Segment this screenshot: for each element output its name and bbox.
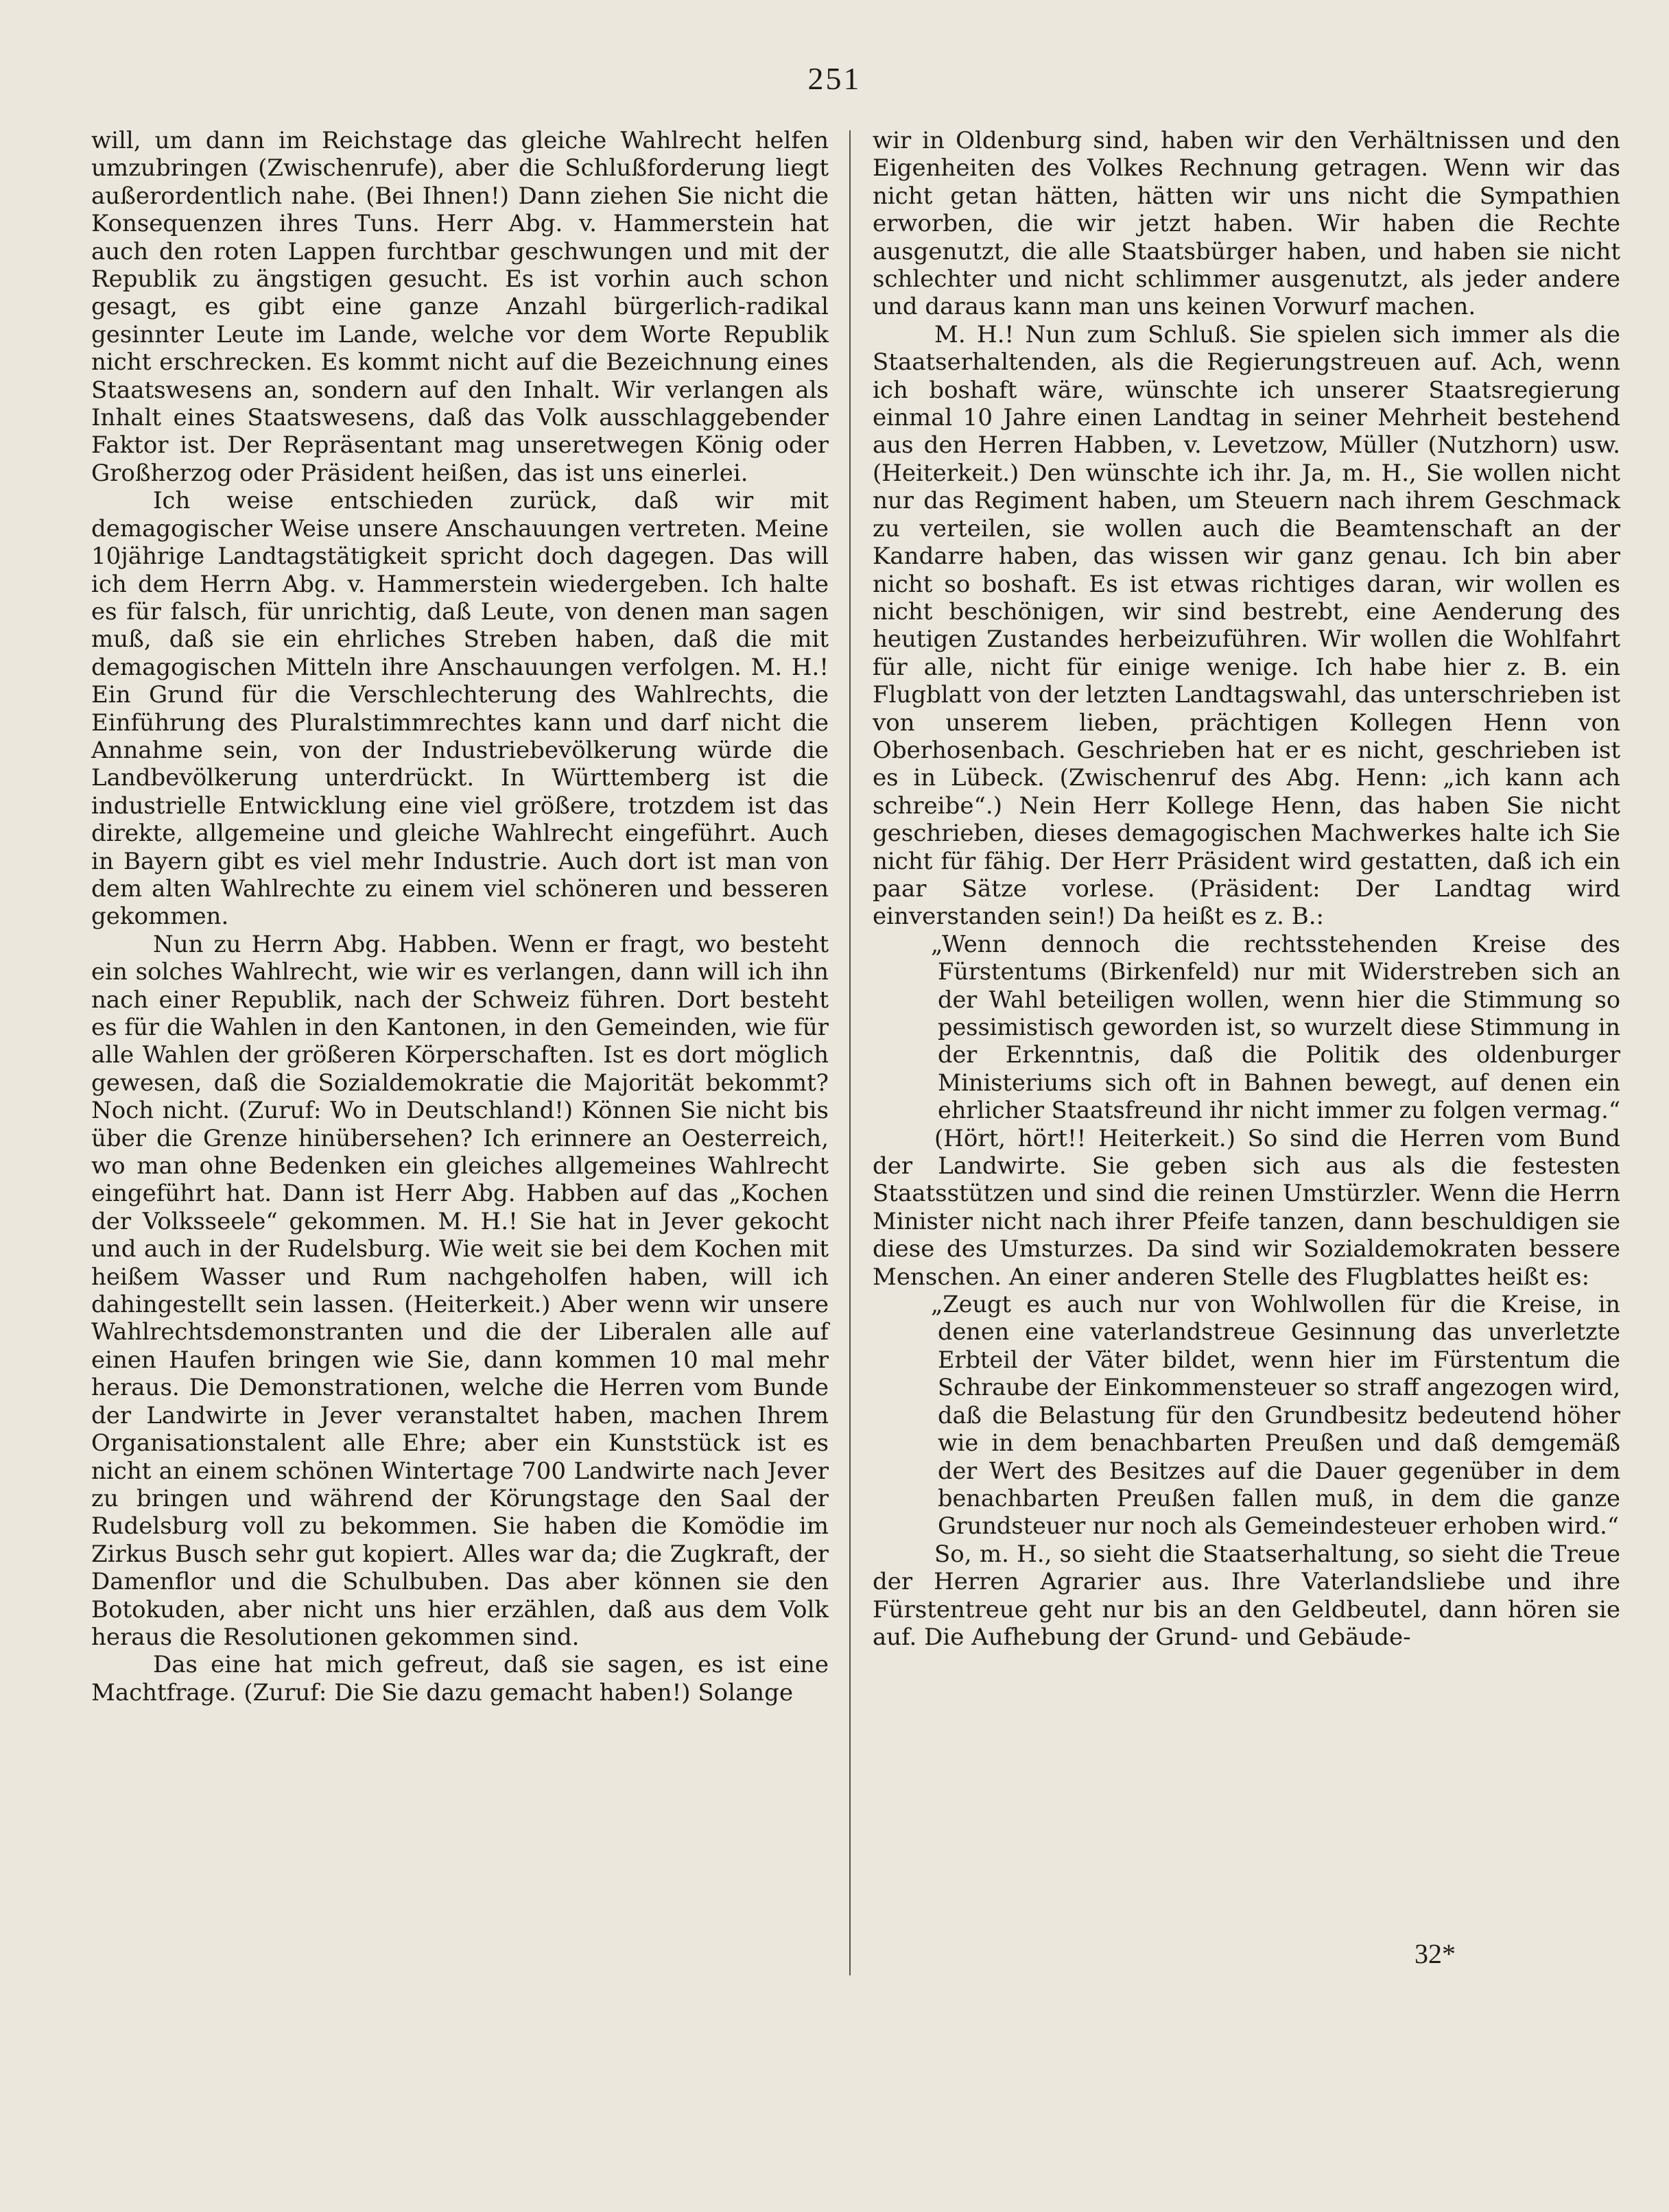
- paragraph: So, m. H., so sieht die Staatserhaltung, so sieht die Treue der Herren Agrarier aus. Ihre Vaterlandsliebe und ihre Fürstentreue geht nur bis an den Geldbeutel, dann hören sie auf. Die Aufhebung der Grund- und Gebäude-: [873, 1540, 1620, 1651]
- left-column: [91, 127, 829, 1706]
- right-column: [873, 127, 1620, 1651]
- block-quote: „Wenn dennoch die rechtsstehenden Kreise des Fürstentums (Birkenfeld) nur mit Widerstreben sich an der Wahl beteiligen wollen, wenn hier die Stimmung so pessimistisch geworden ist, so wurzelt diese Stimmung in der Erkenntnis, daß die Politik des oldenburger Ministeriums sich oft in Bahnen bewegt, auf denen ein ehrlicher Staatsfreund ihr nicht immer zu folgen vermag.“: [931, 930, 1620, 1124]
- paragraph: will, um dann im Reichstage das gleiche Wahlrecht helfen umzubringen (Zwischenrufe), aber die Schlußforderung liegt außerordentlich nahe. (Bei Ihnen!) Dann ziehen Sie nicht die Konsequenzen ihres Tuns. Herr Abg. v. Hammerstein hat auch den roten Lappen furchtbar geschwungen und mit der Republik zu ängstigen gesucht. Es ist vorhin auch schon gesagt, es gibt eine ganze Anzahl bürgerlich-radikal gesinnter Leute im Lande, welche vor dem Worte Republik nicht erschrecken. Es kommt nicht auf die Bezeichnung eines Staatswesens an, sondern auf den Inhalt. Wir verlangen als Inhalt eines Staatswesens, daß das Volk ausschlaggebender Faktor ist. Der Repräsentant mag unseretwegen König oder Großherzog oder Präsident heißen, das ist uns einerlei.: [91, 127, 829, 487]
- paragraph: Das eine hat mich gefreut, daß sie sagen, es ist eine Machtfrage. (Zuruf: Die Sie dazu gemacht haben!) Solange: [91, 1651, 829, 1706]
- paragraph: M. H.! Nun zum Schluß. Sie spielen sich immer als die Staatserhaltenden, als die Regierungstreuen auf. Ach, wenn ich boshaft wäre, wünschte ich unserer Staatsregierung einmal 10 Jahre einen Landtag in seiner Mehrheit bestehend aus den Herren Habben, v. Levetzow, Müller (Nutzhorn) usw. (Heiterkeit.) Den wünschte ich ihr. Ja, m. H., Sie wollen nicht nur das Regiment haben, um Steuern nach ihrem Geschmack zu verteilen, sie wollen auch die Beamtenschaft an der Kandarre haben, das wissen wir ganz genau. Ich bin aber nicht so boshaft. Es ist etwas richtiges daran, wir wollen es nicht beschönigen, wir sind bestrebt, eine Aenderung des heutigen Zustandes herbeizuführen. Wir wollen die Wohlfahrt für alle, nicht für einige wenige. Ich habe hier z. B. ein Flugblatt von der letzten Landtagswahl, das unterschrieben ist von unserem lieben, prächtigen Kollegen Henn von Oberhosenbach. Geschrieben hat er es nicht, geschrieben ist es in Lübeck. (Zwischenruf des Abg. Henn: „ich kann ach schreibe“.) Nein Herr Kollege Henn, das haben Sie nicht geschrieben, dieses demagogischen Machwerkes halte ich Sie nicht für fähig. Der Herr Präsident wird gestatten, daß ich ein paar Sätze vorlese. (Präsident: Der Landtag wird einverstanden sein!) Da heißt es z. B.:: [873, 320, 1620, 931]
- sheet-signature-mark: 32*: [1414, 1938, 1456, 1969]
- block-quote: „Zeugt es auch nur von Wohlwollen für die Kreise, in denen eine vaterlandstreue Gesinnung das unverletzte Erbteil der Väter bildet, wenn hier im Fürstentum die Schraube der Einkommensteuer so straff angezogen wird, daß die Belastung für den Grundbesitz bedeutend höher wie in dem benachbarten Preußen und daß demgemäß der Wert des Besitzes auf die Dauer gegenüber in dem benachbarten Preußen fallen muß, in dem die ganze Grundsteuer nur noch als Gemeindesteuer erhoben wird.“: [931, 1291, 1620, 1540]
- paragraph: wir in Oldenburg sind, haben wir den Verhältnissen und den Eigenheiten des Volkes Rechnung getragen. Wenn wir das nicht getan hätten, hätten wir uns nicht die Sympathien erworben, die wir jetzt haben. Wir haben die Rechte ausgenutzt, die alle Staatsbürger haben, und haben sie nicht schlechter und nicht schlimmer ausgenutzt, als jeder andere und daraus kann man uns keinen Vorwurf machen.: [873, 127, 1620, 321]
- page-number: 251: [807, 61, 862, 96]
- paragraph: Nun zu Herrn Abg. Habben. Wenn er fragt, wo besteht ein solches Wahlrecht, wie wir es verlangen, dann will ich ihn nach einer Republik, nach der Schweiz führen. Dort besteht es für die Wahlen in den Kantonen, in den Gemeinden, wie für alle Wahlen der größeren Körperschaften. Ist es dort möglich gewesen, daß die Sozialdemokratie die Majorität bekommt? Noch nicht. (Zuruf: Wo in Deutschland!) Können Sie nicht bis über die Grenze hinübersehen? Ich erinnere an Oesterreich, wo man ohne Bedenken ein gleiches allgemeines Wahlrecht eingeführt hat. Dann ist Herr Abg. Habben auf das „Kochen der Volksseele“ gekommen. M. H.! Sie hat in Jever gekocht und auch in der Rudelsburg. Wie weit sie bei dem Kochen mit heißem Wasser und Rum nachgeholfen haben, will ich dahingestellt sein lassen. (Heiterkeit.) Aber wenn wir unsere Wahlrechtsdemonstranten und die der Liberalen alle auf einen Haufen bringen wie Sie, dann kommen 10 mal mehr heraus. Die Demonstrationen, welche die Herren vom Bunde der Landwirte in Jever veranstaltet haben, machen Ihrem Organisationstalent alle Ehre; aber ein Kunststück ist es nicht an einem schönen Wintertage 700 Landwirte nach Jever zu bringen und während der Körungstage den Saal der Rudelsburg voll zu bekommen. Sie haben die Komödie im Zirkus Busch sehr gut kopiert. Alles war da; die Zugkraft, der Damenflor und die Schulbuben. Das aber können sie den Botokuden, aber nicht uns hier erzählen, daß aus dem Volk heraus die Resolutionen gekommen sind.: [91, 930, 829, 1651]
- column-divider: [849, 130, 851, 1975]
- paragraph: Ich weise entschieden zurück, daß wir mit demagogischer Weise unsere Anschauungen vertreten. Meine 10jährige Landtagstätigkeit spricht doch dagegen. Das will ich dem Herrn Abg. v. Hammerstein wiedergeben. Ich halte es für falsch, für unrichtig, daß Leute, von denen man sagen muß, daß sie ein ehrliches Streben haben, daß die mit demagogischen Mitteln ihre Anschauungen verfolgen. M. H.! Ein Grund für die Verschlechterung des Wahlrechts, die Einführung des Pluralstimmrechtes kann und darf nicht die Annahme sein, von der Industriebevölkerung würde die Landbevölkerung unterdrückt. In Württemberg ist die industrielle Entwicklung eine viel größere, trotzdem ist das direkte, allgemeine und gleiche Wahlrecht eingeführt. Auch in Bayern gibt es viel mehr Industrie. Auch dort ist man von dem alten Wahlrechte zu einem viel schöneren und besseren gekommen.: [91, 487, 829, 931]
- paragraph: (Hört, hört!! Heiterkeit.) So sind die Herren vom Bund der Landwirte. Sie geben sich aus als die festesten Staatsstützen und sind die reinen Umstürzler. Wenn die Herrn Minister nicht nach ihrer Pfeife tanzen, dann beschuldigen sie diese des Umsturzes. Da sind wir Sozialdemokraten bessere Menschen. An einer anderen Stelle des Flugblattes heißt es:: [873, 1124, 1620, 1291]
